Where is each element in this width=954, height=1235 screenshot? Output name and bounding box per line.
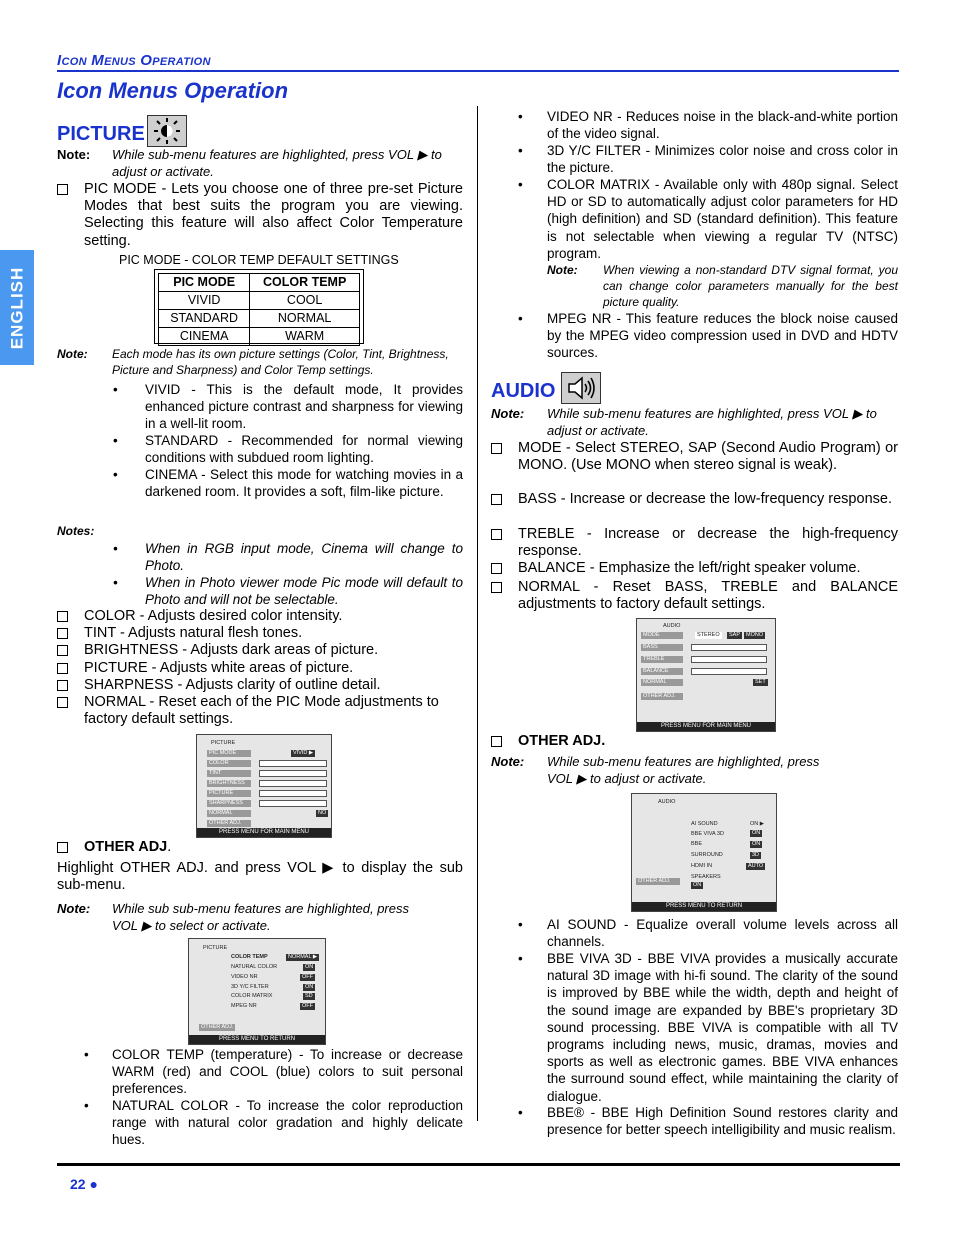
other-adj-note [57, 900, 463, 934]
table-cell: COOL [250, 292, 360, 310]
table-cell: CINEMA [159, 328, 250, 346]
osd-row: 3D Y/C FILTER [231, 984, 269, 990]
bullet-icon: • [518, 143, 523, 158]
picture-note [57, 146, 463, 180]
language-tab [0, 250, 34, 365]
item-text: NORMAL - Reset BASS, TREBLE and BALANCE adjustments to factory default settings. [518, 579, 898, 613]
osd-value: ON [693, 882, 702, 888]
osd-title: PICTURE [211, 740, 236, 746]
speaker-icon [561, 372, 601, 404]
osd-row: MPEG NR [231, 1003, 257, 1009]
item-text: BALANCE - Emphasize the left/right speaker volume. [518, 560, 861, 576]
note-text: Each mode has its own picture settings (Color, Tint, Brightness, Picture and Sharpness) and Color Temp settings. [112, 347, 449, 377]
note-text: While sub-menu features are highlighted, press VOL ▶ to adjust or activate. [547, 754, 820, 786]
checkbox-icon [57, 842, 68, 853]
checkbox-icon [491, 736, 502, 747]
osd-row: AI SOUND [691, 821, 718, 827]
note-label: Note: [57, 147, 91, 162]
bullet-icon: • [113, 467, 118, 482]
osd-value: OFF [302, 1003, 313, 1009]
osd-value: STEREO [697, 632, 720, 638]
osd-row: SURROUND [691, 852, 723, 858]
mode-bullet-vivid [113, 381, 463, 432]
osd-row: SHARPNESS [207, 800, 251, 807]
osd-value: NORMAL ▶ [288, 954, 318, 960]
osd-value: SET [755, 679, 766, 685]
table-row [159, 292, 360, 310]
item-text: MODE - Select STEREO, SAP (Second Audio Program) or MONO. (Use MONO when stereo signal is weak). [518, 440, 898, 474]
osd-slider [259, 800, 327, 807]
table-cell: VIVID [159, 292, 250, 310]
running-header: Icon Menus Operation [57, 52, 211, 69]
osd-value: ON [305, 984, 314, 990]
note-label: Note: [491, 406, 525, 421]
note-label: Note: [491, 754, 525, 769]
checkbox-icon [57, 184, 68, 195]
bullet-text: BBE® - BBE High Definition Sound restores clarity and presence for better speech intelligibility and music realism. [547, 1105, 898, 1138]
pic-mode-text: PIC MODE - Lets you choose one of three pre-set Picture Modes that best suits the program you are viewing. Selecting this feature will also affect Color Temperature setting. [84, 181, 463, 249]
osd-row: VIDEO NR [231, 974, 258, 980]
picture-brightness-icon [147, 115, 187, 147]
osd-value: VIVID ▶ [293, 750, 314, 756]
osd-footer: PRESS MENU TO RETURN [632, 902, 776, 911]
checkbox-icon [57, 680, 68, 691]
osd-slider [691, 668, 767, 675]
note-text: While sub-menu features are highlighted, press VOL ▶ to adjust or activate. [112, 147, 442, 179]
bullet-icon: • [518, 1105, 523, 1120]
osd-slider [259, 760, 327, 767]
osd-row: BRIGHTNESS [207, 780, 251, 787]
osd-value: AUTO [748, 863, 764, 869]
bullet-text: 3D Y/C FILTER - Minimizes color noise and cross color in the picture. [547, 143, 898, 176]
checkbox-icon [57, 663, 68, 674]
table-header: PIC MODE [159, 274, 250, 292]
osd-row: NORMAL [207, 810, 251, 817]
pic-mode-item [57, 181, 463, 251]
osd-value: 3D [752, 852, 760, 858]
osd-side-label: OTHER ADJ. [636, 878, 680, 885]
bullet-text: COLOR MATRIX - Available only with 480p signal. Select HD or SD to automatically adjust color parameters for HD (high definition) and SD (standard definition). This feature is not selectable when viewing a regular TV (NTSC) program. [547, 177, 898, 261]
checkbox-icon [57, 628, 68, 639]
osd-footer: PRESS MENU TO RETURN [189, 1035, 325, 1044]
osd-slider [259, 790, 327, 797]
osd-row: HDMI IN [691, 863, 713, 869]
bullet-text: COLOR TEMP (temperature) - To increase or decrease WARM (red) and COOL (blue) colors to suit personal preferences. [112, 1047, 463, 1097]
osd-value: ON ▶ [750, 821, 765, 827]
checkbox-icon [491, 563, 502, 574]
note-text: When viewing a non-standard DTV signal format, you can change color parameters manually for the best picture quality. [603, 263, 898, 309]
bullet-icon: • [84, 1098, 89, 1113]
note-label: Note: [57, 901, 91, 916]
audio-section-title: AUDIO [491, 380, 556, 402]
osd-slider [691, 644, 767, 651]
page-title: Icon Menus Operation [57, 78, 289, 103]
picture-menu-screenshot [196, 734, 332, 838]
item-text: PICTURE - Adjusts white areas of picture. [84, 660, 354, 676]
table-header: COLOR TEMP [250, 274, 360, 292]
bullet-text: When in Photo viewer mode Pic mode will default to Photo and will not be selectable. [145, 575, 463, 608]
osd-row: NATURAL COLOR [231, 964, 278, 970]
osd-row: OTHER ADJ. [207, 820, 251, 827]
notes-label: Notes: [57, 524, 95, 538]
bullet-text: CINEMA - Select this mode for watching movies in a darkened room. It provides a soft, film-like picture. [145, 467, 463, 500]
note-label: Note: [57, 347, 88, 361]
bullet-text: BBE VIVA 3D - BBE VIVA provides a musically accurate natural 3D image with hi-fi sound. The clarity of the sound is improved by BBE while the width, depth and height of the sound image are expanded by BBE's proprietary 3D sound processing. BBE VIVA is compatible with all TV programs including news, music, dramas, movies and sports as well as electronic games. BBE VIVA enhances the surround sound effect, while maintaining the clarity of dialogue. [547, 951, 898, 1104]
osd-value: NO [318, 810, 327, 816]
osd-slider [259, 780, 327, 787]
bullet-icon: • [113, 433, 118, 448]
osd-slider [691, 656, 767, 663]
bullet-text: AI SOUND - Equalize overall volume levels across all channels. [547, 917, 898, 950]
picture-section-title: PICTURE [57, 123, 145, 145]
osd-row: SPEAKERS [691, 874, 721, 880]
osd-row: PICTURE [207, 790, 251, 797]
item-text: TINT - Adjusts natural flesh tones. [84, 625, 303, 641]
osd-row: BBE VIVA 3D [691, 831, 724, 837]
table-cell: WARM [250, 328, 360, 346]
osd-row: TINT [207, 770, 251, 777]
osd-value: MONO [746, 632, 764, 638]
note-text: While sub-menu features are highlighted, press VOL ▶ to adjust or activate. [547, 406, 877, 438]
osd-slider [259, 770, 327, 777]
checkbox-icon [491, 582, 502, 593]
bullet-text: VIDEO NR - Reduces noise in the black-and-white portion of the video signal. [547, 109, 898, 142]
osd-footer: PRESS MENU FOR MAIN MENU [197, 828, 331, 837]
bullet-text: STANDARD - Recommended for normal viewing conditions with subdued room lighting. [145, 433, 463, 466]
osd-value: SD [305, 993, 313, 999]
osd-title: PICTURE [203, 945, 228, 951]
bullet-icon: • [518, 311, 523, 326]
osd-row: NORMAL [641, 679, 683, 686]
page-number: 22 ● [70, 1176, 98, 1192]
bullet-text: MPEG NR - This feature reduces the block noise caused by the MPEG video compression used in DVD and HDTV sources. [547, 311, 898, 361]
bullet-icon: • [518, 109, 523, 124]
osd-footer: PRESS MENU FOR MAIN MENU [637, 722, 775, 731]
table-row [159, 310, 360, 328]
osd-value: ON [305, 964, 314, 970]
osd-title: AUDIO [658, 799, 676, 805]
footer-rule [57, 1163, 900, 1166]
other-adj-text: Highlight OTHER ADJ. and press VOL ▶ to display the sub sub-menu. [57, 860, 463, 894]
bullet-icon: • [113, 575, 118, 590]
osd-value: ON [752, 841, 761, 847]
item-text: TREBLE - Increase or decrease the high-frequency response. [518, 526, 898, 560]
bullet-icon: • [113, 541, 118, 556]
osd-value: SAP [729, 632, 741, 638]
osd-row: MODE [641, 632, 683, 639]
language-tab-label: ENGLISH [7, 266, 27, 349]
item-text: BRIGHTNESS - Adjusts dark areas of picture. [84, 642, 379, 658]
checkbox-icon [57, 697, 68, 708]
audio-item [491, 440, 898, 492]
pic-mode-table-frame [154, 269, 364, 344]
checkbox-icon [491, 443, 502, 454]
table-row [159, 328, 360, 346]
item-text: SHARPNESS - Adjusts clarity of outline detail. [84, 677, 381, 693]
other-adj-title: OTHER ADJ. [84, 839, 172, 855]
column-divider [477, 106, 478, 1121]
checkbox-icon [491, 529, 502, 540]
pic-mode-table [158, 273, 360, 346]
bullet-text: VIVID - This is the default mode, It provides enhanced picture contrast and sharpness for viewing in a well-lit room. [145, 382, 463, 432]
header-rule [57, 70, 899, 72]
bullet-icon: • [518, 951, 523, 966]
table-caption: PIC MODE - COLOR TEMP DEFAULT SETTINGS [119, 253, 399, 267]
osd-row: OTHER ADJ. [641, 693, 683, 700]
osd-row: BASS [641, 644, 683, 651]
osd-value: ON [752, 830, 761, 836]
bullet-icon: • [113, 382, 118, 397]
audio-submenu-screenshot [631, 793, 777, 912]
table-cell: NORMAL [250, 310, 360, 328]
item-text: NORMAL - Reset each of the PIC Mode adjustments to factory default settings. [84, 694, 439, 728]
item-text: COLOR - Adjusts desired color intensity. [84, 608, 343, 624]
bullet-text: NATURAL COLOR - To increase the color reproduction range with natural color gradation and highly delicate hues. [112, 1098, 463, 1148]
item-text: BASS - Increase or decrease the low-frequency response. [518, 491, 892, 507]
osd-row: TREBLE [641, 656, 683, 663]
osd-row: BALANCE [641, 668, 683, 675]
osd-row: COLOR [207, 760, 251, 767]
checkbox-icon [57, 645, 68, 656]
bullet-icon: • [518, 917, 523, 932]
color-matrix-note [547, 262, 898, 310]
osd-row: PIC MODE [207, 750, 251, 757]
note-text: While sub sub-menu features are highlighted, press VOL ▶ to select or activate. [112, 901, 409, 933]
pic-mode-note [57, 346, 463, 380]
table-cell: STANDARD [159, 310, 250, 328]
checkbox-icon [57, 611, 68, 622]
osd-row: COLOR MATRIX [231, 993, 273, 999]
checkbox-icon [491, 494, 502, 505]
audio-menu-screenshot [636, 618, 776, 732]
note-label: Note: [547, 263, 578, 277]
bullet-icon: • [84, 1047, 89, 1062]
bullet-text: When in RGB input mode, Cinema will change to Photo. [145, 541, 463, 574]
audio-note [491, 405, 898, 439]
audio-other-adj-note [491, 753, 898, 787]
picture-submenu-screenshot [188, 938, 326, 1045]
osd-side-label: OTHER ADJ. [201, 1024, 234, 1030]
bullet-icon: • [518, 177, 523, 192]
osd-row: COLOR TEMP [231, 954, 268, 960]
osd-title: AUDIO [663, 623, 681, 629]
other-adj-title: OTHER ADJ. [518, 733, 606, 749]
osd-value: OFF [302, 974, 313, 980]
osd-row: BBE [691, 841, 703, 847]
